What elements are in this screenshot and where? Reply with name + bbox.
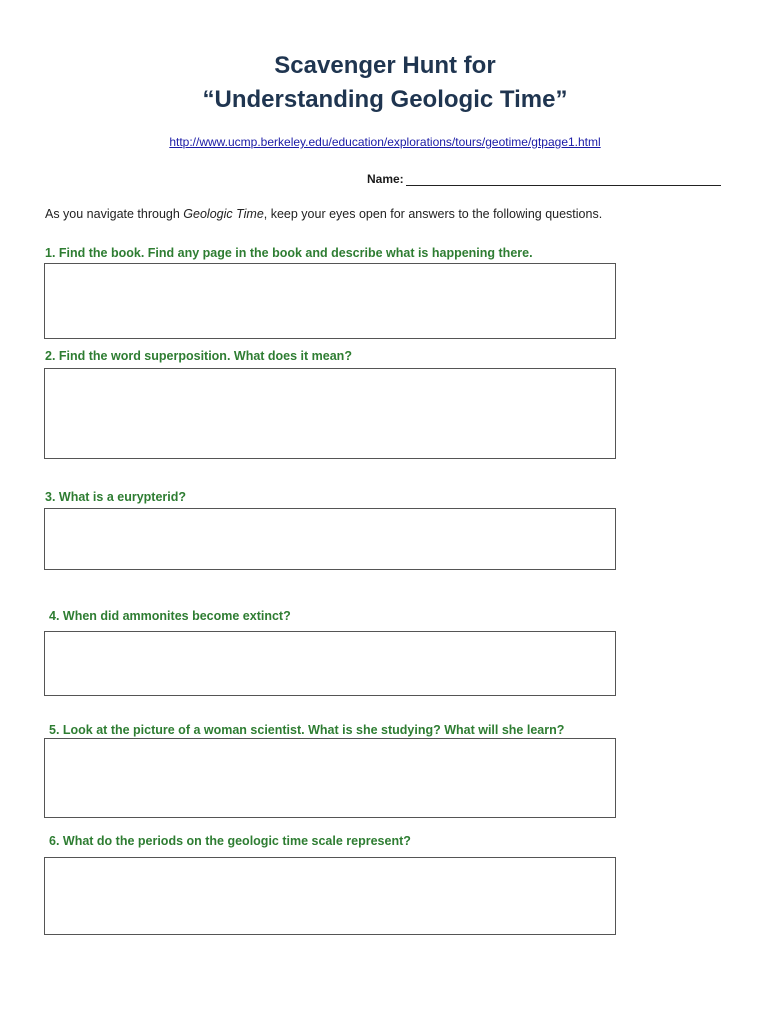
answer-box-5[interactable]: [44, 738, 616, 818]
source-url-link[interactable]: http://www.ucmp.berkeley.edu/education/explorations/tours/geotime/gtpage1.html: [169, 135, 601, 149]
question-6: 6. What do the periods on the geologic time scale represent?: [49, 834, 411, 848]
intro-text-italic: Geologic Time: [183, 207, 264, 221]
intro-text-before: As you navigate through: [45, 207, 184, 221]
answer-box-4[interactable]: [44, 631, 616, 696]
intro-text: [45, 207, 602, 221]
question-3: 3. What is a eurypterid?: [45, 490, 187, 504]
question-4: 4. When did ammonites become extinct?: [49, 609, 291, 623]
answer-box-3[interactable]: [44, 508, 616, 570]
answer-box-6[interactable]: [44, 857, 616, 935]
answer-box-2[interactable]: [44, 368, 616, 459]
question-1: 1. Find the book. Find any page in the book and describe what is happening there.: [45, 246, 533, 260]
question-2: 2. Find the word superposition. What does it mean?: [45, 349, 352, 363]
intro-text-after: , keep your eyes open for answers to the following questions.: [263, 207, 603, 221]
question-5: 5. Look at the picture of a woman scientist. What is she studying? What will she learn?: [49, 723, 565, 737]
name-field-row: [367, 171, 721, 186]
name-label: Name:: [367, 172, 404, 186]
answer-box-1[interactable]: [44, 263, 616, 339]
page-title-line-2: “Understanding Geologic Time”: [202, 86, 568, 113]
page-title-line-1: Scavenger Hunt for: [274, 52, 496, 79]
name-input-line[interactable]: [406, 171, 721, 186]
